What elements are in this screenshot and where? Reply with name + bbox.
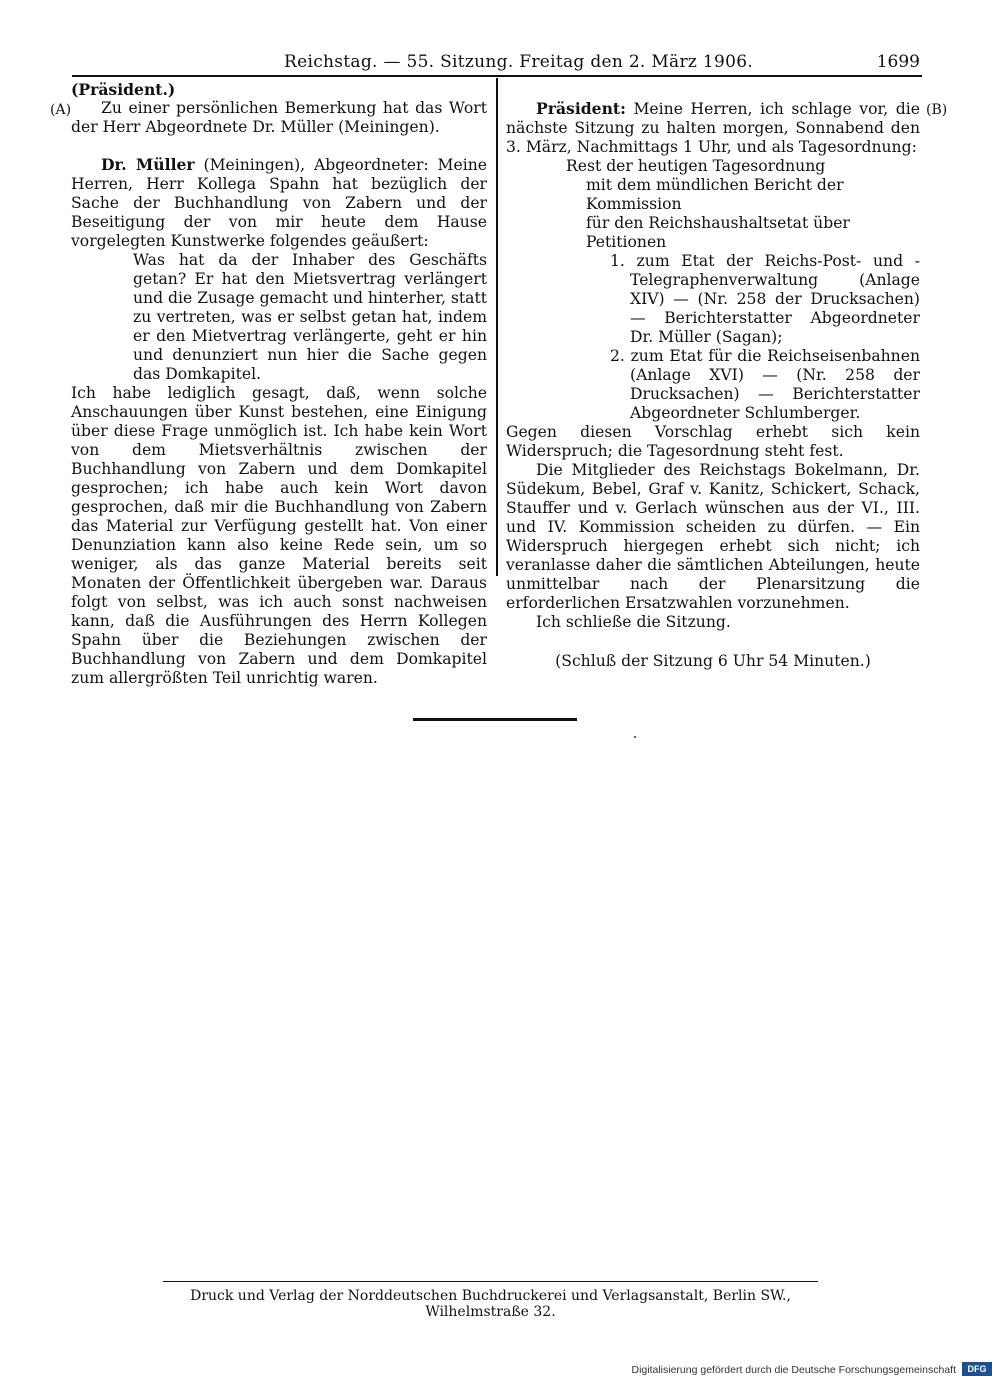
end-rule [413,718,577,721]
speaker-name: Präsident: [536,99,626,118]
speck [634,736,636,738]
paragraph: Ich schließe die Sitzung. [536,613,731,631]
speaker-name: Dr. Müller [101,155,195,174]
header-rule [72,75,922,77]
speech-paragraph [506,99,920,157]
speech-text: (Meiningen), Abgeordneter: Meine Herren, Herr Kollega Spahn hat bezüglich der Sache der Buchhandlung von Zabern und der Beseitigung der von mir heute dem Hause vorgelegten Kunstwerke folgendes geäußert: [71,156,487,250]
paragraph: Ich habe lediglich gesagt, daß, wenn solche Anschauungen über Kunst bestehen, eine Einigung über diese Frage unmöglich ist. Ich habe kein Wort von dem Mietsverhältnis zwischen der Buchhandlung von Zabern und dem Domkapitel gesprochen; ich habe auch kein Wort davon gesprochen, daß mir die Buchhandlung von Zabern das Material zur Verfügung gestellt hat. Von einer Denunziation kann also keine Rede sein, um so weniger, als das ganze Material bereits seit Monaten der Öffentlichkeit übergeben war. Daraus folgt von selbst, was ich auch sonst nachweisen kann, daß die Ausführungen des Herrn Kollegen Spahn über die Beziehungen zwischen der Buchhandlung von Zabern und dem Domkapitel zum allergrößten Teil unrichtig waren. [71,384,487,687]
running-header [72,52,922,74]
running-title: Reichstag. — 55. Sitzung. Freitag den 2. März 1906. [284,52,754,72]
speaker-head: (Präsident.) [71,80,176,99]
paragraph: Gegen diesen Vorschlag erhebt sich kein Widerspruch; die Tagesordnung steht fest. [506,423,920,460]
agenda-line: für den Reichshaushaltsetat über Petitionen [586,214,850,251]
agenda-item: 1. zum Etat der Reichs-Post- und -Telegraphenverwaltung (Anlage XIV) — (Nr. 258 der Drucksachen) — Berichterstatter Abgeordneter Dr. Müller (Sagan); [610,252,920,346]
page-number: 1699 [876,52,920,72]
dfg-logo: DFG [962,1362,992,1376]
speech-paragraph [71,155,487,251]
right-column [506,80,920,671]
column-divider [496,78,498,576]
printer-imprint: Druck und Verlag der Norddeutschen Buchdruckerei und Verlagsanstalt, Berlin SW., Wilhelmstraße 32. [190,1288,791,1320]
agenda-line: Rest der heutigen Tagesordnung [566,157,826,175]
paragraph: Zu einer persönlichen Bemerkung hat das Wort der Herr Abgeordnete Dr. Müller (Meiningen). [71,99,487,136]
agenda-line: mit dem mündlichen Bericht der Kommission [586,176,844,213]
speech-text: Meine Herren, ich schlage vor, die nächste Sitzung zu halten morgen, Sonnabend den 3. März, Nachmittags 1 Uhr, und als Tagesordnung: [506,100,920,156]
margin-mark-b: (B) [926,102,948,118]
footer-rule [163,1281,818,1282]
left-column [71,80,487,688]
paragraph: Die Mitglieder des Reichstags Bokelmann, Dr. Südekum, Bebel, Graf v. Kanitz, Schickert, Schack, Stauffer und v. Gerlach wünschen aus der VI., III. und IV. Kommission scheiden zu dürfen. — Ein Widerspruch hiergegen erhebt sich nicht; ich veranlasse daher die sämtlichen Abteilungen, heute unmittelbar nach der Plenarsitzung die erforderlichen Ersatzwahlen vorzunehmen. [506,461,920,612]
quotation: Was hat da der Inhaber des Geschäfts getan? Er hat den Mietsvertrag verlängert und die Zusage gemacht und hinterher, statt zu vertreten, was er selbst getan hat, indem er den Mietvertrag verlängerte, geht er hin und denunziert nun hier die Sache gegen das Domkapitel. [133,251,487,383]
margin-mark-a: (A) [50,102,72,118]
agenda-item: 2. zum Etat für die Reichseisenbahnen (Anlage XVI) — (Nr. 258 der Drucksachen) — Berichterstatter Abgeordneter Schlumberger. [610,347,920,422]
closing-line: (Schluß der Sitzung 6 Uhr 54 Minuten.) [555,652,871,670]
digitization-credit: Digitalisierung gefördert durch die Deutsche Forschungsgemeinschaft [631,1364,956,1376]
